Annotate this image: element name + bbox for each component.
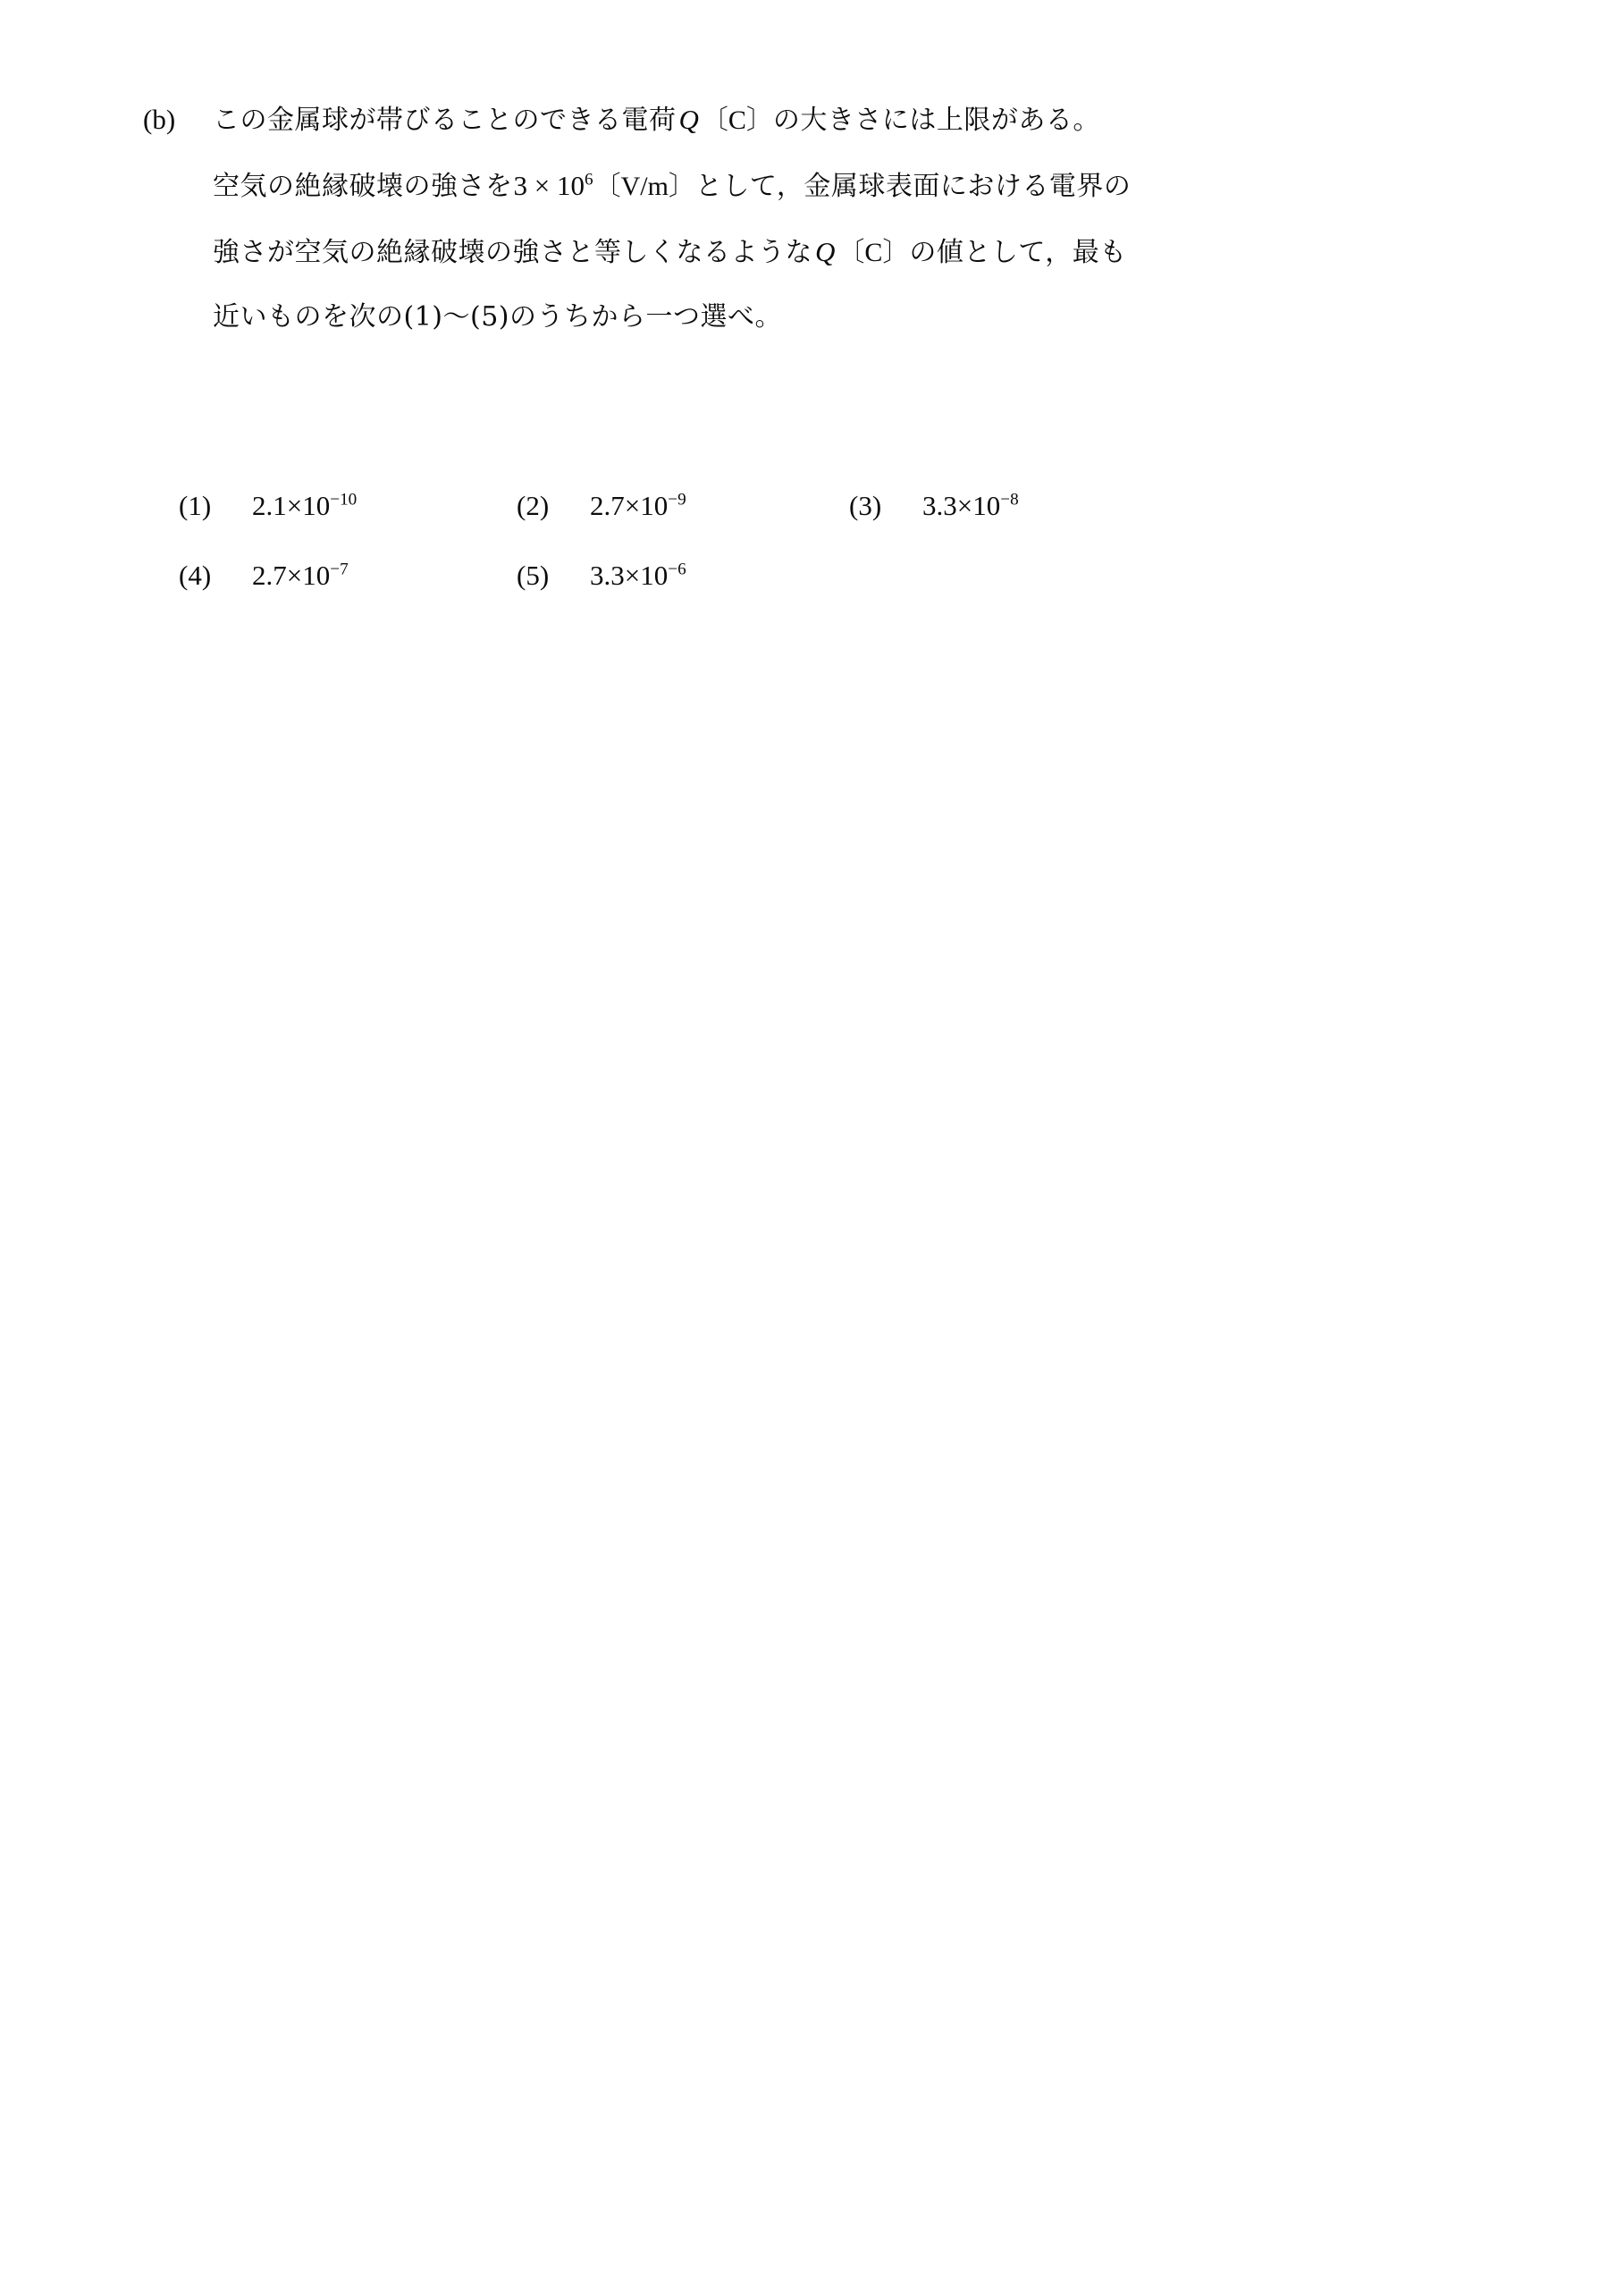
choice-number-5: (5) (517, 560, 550, 591)
choice-times-3: × (956, 490, 973, 521)
choice-value-1 (252, 490, 357, 521)
choice-row-2 (143, 560, 1519, 629)
breakdown-field-exponent: 6 (584, 170, 593, 190)
question-body (143, 105, 1519, 368)
question-line-4-text: 近いものを次の(1)〜(5)のうちから一つ選べ。 (213, 301, 782, 333)
question-line-2-post: として，金属球表面における電界の (694, 171, 1132, 202)
unit-coulomb-2: 〔C〕 (837, 238, 910, 267)
choice-mantissa-2: 2.7 (590, 490, 625, 521)
question-line-1 (143, 105, 1519, 134)
choice-times-1: × (286, 490, 303, 521)
choice-mantissa-3: 3.3 (922, 490, 957, 521)
choice-option-1[interactable] (179, 490, 357, 522)
choice-value-2 (590, 490, 686, 521)
choice-row-1 (143, 490, 1519, 560)
choice-times-5: × (624, 560, 641, 591)
choice-exponent-3: −8 (1000, 490, 1019, 510)
choice-value-5 (590, 560, 686, 591)
choice-times-4: × (286, 560, 303, 591)
variable-q-1: Q (678, 104, 699, 135)
unit-coulomb-1: 〔C〕 (701, 105, 773, 135)
choice-option-5[interactable] (517, 560, 686, 592)
choice-number-2: (2) (517, 490, 550, 521)
question-line-1-post: の大きさには上限がある。 (772, 105, 1100, 136)
choice-base-4: 10 (302, 560, 331, 591)
choice-value-3 (922, 490, 1019, 521)
choice-base-2: 10 (640, 490, 669, 521)
choice-base-3: 10 (972, 490, 1001, 521)
breakdown-field-value (513, 172, 594, 199)
choice-base-1: 10 (302, 490, 331, 521)
choice-mantissa-5: 3.3 (590, 560, 625, 591)
choice-exponent-2: −9 (668, 490, 686, 510)
breakdown-field-base: 3 × 10 (513, 170, 585, 201)
choice-mantissa-4: 2.7 (252, 560, 287, 591)
question-line-3-pre: 強さが空気の絶縁破壊の強さと等しくなるような (213, 237, 812, 268)
question-line-4 (143, 301, 1519, 333)
choice-option-3[interactable] (849, 490, 1019, 522)
question-line-1-pre: この金属球が帯びることのできる電荷 (213, 105, 677, 136)
choice-mantissa-1: 2.1 (252, 490, 287, 521)
choice-base-5: 10 (640, 560, 669, 591)
question-line-3-post: の値として，最も (909, 237, 1127, 268)
choice-number-3: (3) (849, 490, 882, 521)
choice-exponent-4: −7 (330, 560, 349, 579)
choice-list (143, 490, 1519, 629)
choice-number-1: (1) (179, 490, 212, 521)
choice-exponent-1: −10 (330, 490, 358, 510)
variable-q-2: Q (815, 236, 836, 267)
question-line-2 (143, 172, 1519, 200)
choice-number-4: (4) (179, 560, 212, 591)
question-line-3 (143, 238, 1519, 266)
choice-option-4[interactable] (179, 560, 349, 592)
choice-value-4 (252, 560, 349, 591)
unit-volt-per-meter: 〔V/m〕 (593, 172, 695, 201)
choice-exponent-5: −6 (668, 560, 686, 579)
choice-times-2: × (624, 490, 641, 521)
choice-option-2[interactable] (517, 490, 686, 522)
question-label: (b) (143, 104, 176, 135)
question-line-2-pre: 空気の絶縁破壊の強さを (213, 171, 513, 202)
